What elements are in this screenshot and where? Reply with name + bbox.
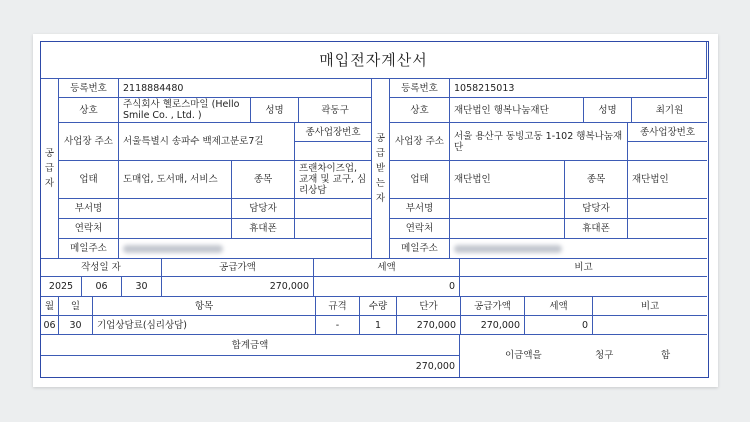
buyer-side-char: 자 <box>375 193 386 204</box>
supplier-name: 곽동구 <box>299 98 372 123</box>
issue-month: 06 <box>82 277 122 297</box>
items-header-item: 항목 <box>93 297 316 316</box>
supply-amount: 270,000 <box>162 277 314 297</box>
claim-status: 청구 <box>595 350 614 361</box>
item-day: 30 <box>59 316 93 335</box>
buyer-side-char: 공 <box>375 133 386 144</box>
supplier-reg-no: 2118884480 <box>119 79 372 98</box>
buyer-business-type-label: 업태 <box>390 161 450 199</box>
buyer-item: 재단법인 <box>628 161 707 199</box>
supplier-item: 프랜차이즈업, 교재 및 교구, 심리상담 <box>295 161 372 199</box>
items-header-unit-price: 단가 <box>397 297 461 316</box>
item-month: 06 <box>41 316 59 335</box>
issue-day: 30 <box>122 277 162 297</box>
document-title: 매입전자계산서 <box>41 42 707 79</box>
buyer-reg-no-label: 등록번호 <box>390 79 450 98</box>
buyer-reg-no: 1058215013 <box>450 79 707 98</box>
supplier-address: 서울특별시 송파수 백제고분로7길 <box>119 123 295 161</box>
supplier-side-char: 공 <box>44 148 55 159</box>
supplier-side-char: 급 <box>44 163 55 174</box>
buyer-address: 서울 용산구 동빙고동 1-102 행복나눔재단 <box>450 123 628 161</box>
tax-amount-label: 세액 <box>314 259 460 277</box>
buyer-contact <box>450 219 565 239</box>
redacted-email <box>454 245 562 253</box>
item-supply: 270,000 <box>461 316 525 335</box>
supply-amount-label: 공급가액 <box>162 259 314 277</box>
buyer-side-label <box>372 79 390 259</box>
buyer-business-type: 재단법인 <box>450 161 565 199</box>
invoice-frame <box>40 41 709 378</box>
items-header-supply: 공급가액 <box>461 297 525 316</box>
supplier-address-label: 사업장 주소 <box>59 123 119 161</box>
buyer-branch <box>628 142 707 161</box>
supplier-manager-label: 담당자 <box>232 199 295 219</box>
items-header-qty: 수량 <box>360 297 397 316</box>
supplier-company-label: 상호 <box>59 98 119 123</box>
item-spec: - <box>316 316 360 335</box>
date-label: 작성일 자 <box>41 259 162 277</box>
invoice-sheet <box>33 34 718 387</box>
supplier-contact <box>119 219 232 239</box>
supplier-item-label: 종목 <box>232 161 295 199</box>
supplier-side-label <box>41 79 59 259</box>
item-name: 기업상담료(심리상담) <box>93 316 316 335</box>
supplier-manager <box>295 199 372 219</box>
buyer-dept-label: 부서명 <box>390 199 450 219</box>
claim-statement <box>460 335 707 377</box>
buyer-address-label: 사업장 주소 <box>390 123 450 161</box>
supplier-email-label: 메일주소 <box>59 239 119 259</box>
buyer-manager <box>628 199 707 219</box>
supplier-business-type-label: 업태 <box>59 161 119 199</box>
buyer-mobile <box>628 219 707 239</box>
issue-year: 2025 <box>41 277 82 297</box>
supplier-dept-label: 부서명 <box>59 199 119 219</box>
redacted-email <box>123 245 223 253</box>
item-note <box>593 316 707 335</box>
items-header-month: 월 <box>41 297 59 316</box>
buyer-side-char: 는 <box>375 178 386 189</box>
supplier-branch <box>295 142 372 161</box>
buyer-branch-label: 종사업장번호 <box>628 123 707 142</box>
items-header-note: 비고 <box>593 297 707 316</box>
buyer-contact-label: 연락처 <box>390 219 450 239</box>
claim-suffix: 함 <box>661 350 671 361</box>
buyer-name: 최기원 <box>632 98 707 123</box>
buyer-dept <box>450 199 565 219</box>
buyer-company: 재단법인 행복나눔재단 <box>450 98 584 123</box>
items-header-spec: 규격 <box>316 297 360 316</box>
items-header-day: 일 <box>59 297 93 316</box>
summary-note <box>460 277 707 297</box>
supplier-email <box>119 239 372 259</box>
supplier-reg-no-label: 등록번호 <box>59 79 119 98</box>
supplier-side-char: 자 <box>44 178 55 189</box>
tax-amount: 0 <box>314 277 460 297</box>
claim-prefix: 이금액을 <box>505 350 542 361</box>
item-qty: 1 <box>360 316 397 335</box>
buyer-item-label: 종목 <box>565 161 628 199</box>
supplier-company: 주식회사 헬로스마일 (Hello Smile Co. , Ltd. ) <box>119 98 251 123</box>
buyer-manager-label: 담당자 <box>565 199 628 219</box>
buyer-email-label: 메일주소 <box>390 239 450 259</box>
buyer-mobile-label: 휴대폰 <box>565 219 628 239</box>
supplier-name-label: 성명 <box>251 98 299 123</box>
buyer-name-label: 성명 <box>584 98 632 123</box>
total-label: 합계금액 <box>41 335 460 356</box>
buyer-side-char: 받 <box>375 163 386 174</box>
item-unit-price: 270,000 <box>397 316 461 335</box>
supplier-mobile <box>295 219 372 239</box>
item-tax: 0 <box>525 316 593 335</box>
supplier-branch-label: 종사업장번호 <box>295 123 372 142</box>
summary-note-label: 비고 <box>460 259 707 277</box>
supplier-contact-label: 연락처 <box>59 219 119 239</box>
buyer-email <box>450 239 707 259</box>
items-header-tax: 세액 <box>525 297 593 316</box>
supplier-business-type: 도매업, 도서매, 서비스 <box>119 161 232 199</box>
buyer-company-label: 상호 <box>390 98 450 123</box>
supplier-dept <box>119 199 232 219</box>
buyer-side-char: 급 <box>375 148 386 159</box>
supplier-mobile-label: 휴대폰 <box>232 219 295 239</box>
total-amount: 270,000 <box>41 356 460 377</box>
